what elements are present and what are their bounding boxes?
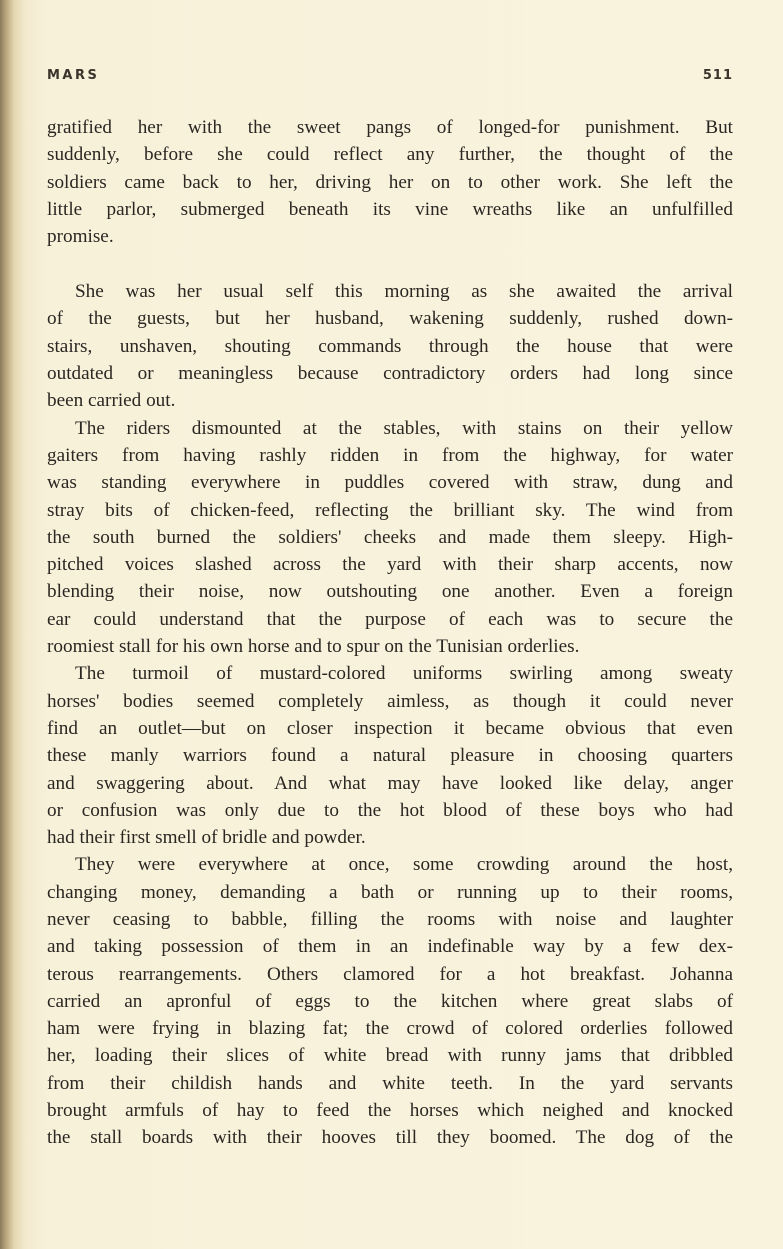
text-line: blending their noise, now outshouting one another. Even a foreign	[47, 581, 733, 603]
text-line: been carried out.	[47, 390, 176, 412]
paragraph	[47, 114, 733, 250]
text-line: from their childish hands and white teeth. In the yard servants	[47, 1072, 733, 1094]
text-line: these manly warriors found a natural pleasure in choosing quarters	[47, 745, 733, 767]
text-line: or confusion was only due to the hot blood of these boys who had	[47, 799, 733, 821]
text-line: ear could understand that the purpose of each was to secure the	[47, 608, 733, 630]
text-line: suddenly, before she could reflect any further, the thought of the	[47, 144, 733, 166]
text-line: and swaggering about. And what may have looked like delay, anger	[47, 772, 733, 794]
text-line: the south burned the soldiers' cheeks and made them sleepy. High-	[47, 526, 733, 548]
paragraph	[47, 660, 733, 851]
text-line: terous rearrangements. Others clamored for a hot breakfast. Johanna	[47, 963, 733, 985]
text-line: her, loading their slices of white bread with runny jams that dribbled	[47, 1045, 733, 1067]
text-line: They were everywhere at once, some crowding around the host,	[75, 854, 733, 876]
text-line: had their first smell of bridle and powder.	[47, 827, 366, 849]
running-title: MARS	[47, 68, 100, 83]
text-line: pitched voices slashed across the yard with their sharp accents, now	[47, 554, 733, 576]
text-line: carried an apronful of eggs to the kitchen where great slabs of	[47, 990, 733, 1012]
text-line: gratified her with the sweet pangs of longed-for punishment. But	[47, 117, 733, 138]
paragraph	[47, 851, 733, 1151]
text-line: changing money, demanding a bath or running up to their rooms,	[47, 881, 733, 903]
text-line: The turmoil of mustard-colored uniforms swirling among sweaty	[75, 663, 733, 685]
text-line: was standing everywhere in puddles covered with straw, dung and	[47, 472, 733, 494]
text-line: find an outlet—but on closer inspection it became obvious that even	[47, 717, 733, 739]
text-line: promise.	[47, 226, 114, 248]
paragraph	[47, 415, 733, 661]
text-line: the stall boards with their hooves till they boomed. The dog of the	[47, 1127, 733, 1149]
section-break	[47, 250, 733, 278]
text-line: horses' bodies seemed completely aimless, as though it could never	[47, 690, 733, 712]
text-line: of the guests, but her husband, wakening suddenly, rushed down-	[47, 308, 733, 330]
text-line: roomiest stall for his own horse and to spur on the Tunisian orderlies.	[47, 636, 580, 658]
text-line: stray bits of chicken-feed, reflecting the brilliant sky. The wind from	[47, 499, 733, 521]
text-line: The riders dismounted at the stables, with stains on their yellow	[75, 417, 733, 439]
text-line: soldiers came back to her, driving her on to other work. She left the	[47, 171, 733, 193]
text-line: outdated or meaningless because contradictory orders had long since	[47, 363, 733, 385]
text-line: little parlor, submerged beneath its vine wreaths like an unfulfilled	[47, 198, 733, 220]
text-line: ham were frying in blazing fat; the crowd of colored orderlies followed	[47, 1018, 733, 1040]
text-line: stairs, unshaven, shouting commands through the house that were	[47, 335, 733, 357]
running-header	[47, 68, 733, 92]
page-body	[47, 114, 733, 1152]
paragraph	[47, 278, 733, 414]
text-line: She was her usual self this morning as she awaited the arrival	[75, 281, 733, 303]
text-line: gaiters from having rashly ridden in from the highway, for water	[47, 444, 733, 466]
text-line: brought armfuls of hay to feed the horses which neighed and knocked	[47, 1100, 733, 1122]
page-number: 511	[702, 68, 733, 83]
text-line: never ceasing to babble, filling the rooms with noise and laughter	[47, 909, 733, 930]
text-line: and taking possession of them in an indefinable way by a few dex-	[47, 936, 733, 958]
